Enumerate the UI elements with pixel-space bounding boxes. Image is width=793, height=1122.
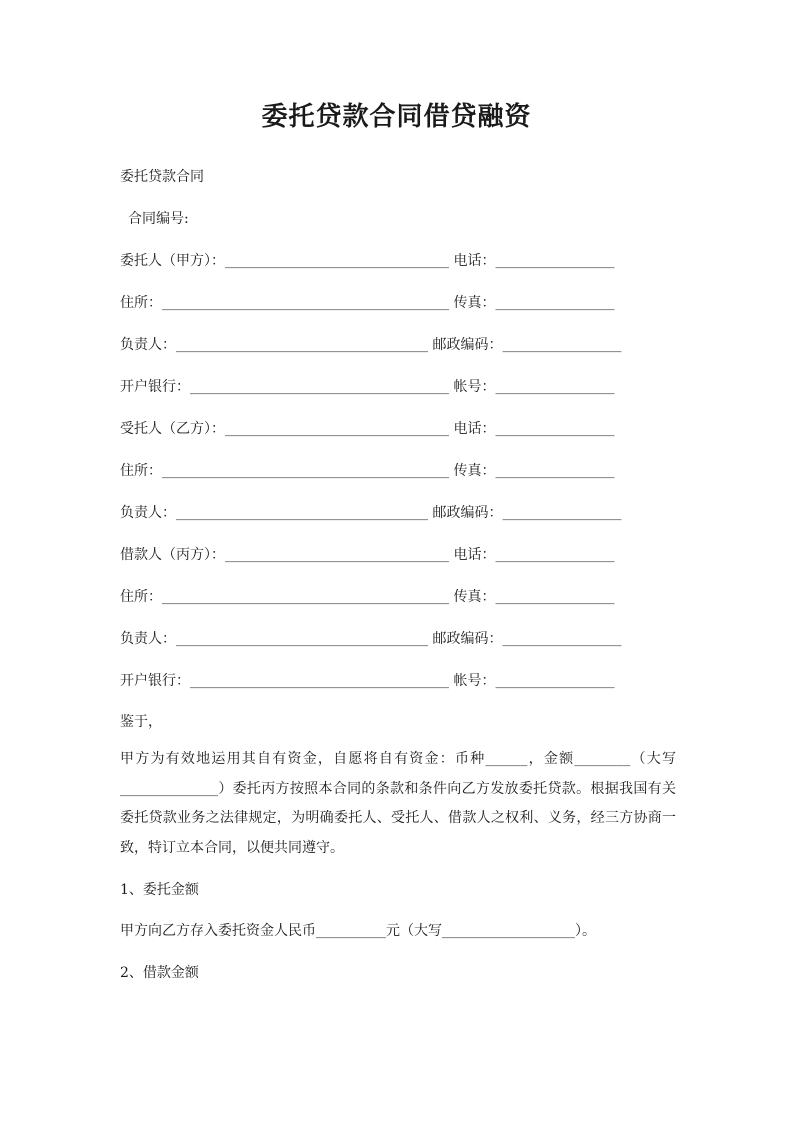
whereas-heading: 鉴于， <box>120 714 162 730</box>
field-right: 传真：_________________ <box>449 295 615 311</box>
field-left: 住所：_________________________________________ <box>120 463 449 479</box>
field-left: 负责人：____________________________________ <box>120 505 428 521</box>
field-left: 受托人（乙方）：________________________________ <box>120 421 449 437</box>
field-left: 住所：_________________________________________ <box>120 295 449 311</box>
field-line-bank-1 <box>120 377 614 397</box>
field-right: 邮政编码：_________________ <box>428 505 622 521</box>
field-line-principal <box>120 251 614 271</box>
field-right: 邮政编码：_________________ <box>428 631 622 647</box>
field-line-address-3 <box>120 587 614 607</box>
contract-number-label: 合同编号: <box>128 211 189 227</box>
field-right: 电话：_________________ <box>449 547 615 563</box>
field-right: 帐号：_________________ <box>449 379 615 395</box>
field-line-trustee <box>120 419 614 439</box>
field-left: 借款人（丙方）：________________________________ <box>120 547 449 563</box>
section-1-heading: 1、委托金额 <box>120 882 199 898</box>
field-right: 传真：_________________ <box>449 463 615 479</box>
subtitle: 委托贷款合同 <box>120 169 204 185</box>
document-title: 委托贷款合同借贷融资 <box>261 102 532 132</box>
field-left: 负责人：____________________________________ <box>120 631 428 647</box>
field-line-borrower <box>120 545 614 565</box>
field-line-responsible-3 <box>120 629 621 649</box>
field-left: 委托人（甲方）：________________________________ <box>120 253 449 269</box>
field-line-responsible-2 <box>120 503 621 523</box>
field-left: 住所：_________________________________________ <box>120 589 449 605</box>
field-line-bank-3 <box>120 671 614 691</box>
section-2-heading: 2、借款金额 <box>120 965 199 981</box>
section-1-text: 甲方向乙方存入委托资金人民币__________元（大写___________________）。 <box>120 923 596 939</box>
field-line-responsible-1 <box>120 335 621 355</box>
field-left: 开户银行：_____________________________________ <box>120 673 449 689</box>
field-right: 电话：_________________ <box>449 253 615 269</box>
field-line-address-2 <box>120 461 614 481</box>
field-right: 传真：_________________ <box>449 589 615 605</box>
field-right: 电话：_________________ <box>449 421 615 437</box>
field-left: 开户银行：_____________________________________ <box>120 379 449 395</box>
field-right: 邮政编码：_________________ <box>428 337 622 353</box>
intro-paragraph: 甲方为有效地运用其自有资金，自愿将自有资金：币种______，金额________（大写 ______________）委托丙方按照本合同的条款和条件向乙方发放委托贷款。根据我国有关委托贷款业务之法律规定，为明确委托人、受托人、借款人之权利、义务，经三方协商一致，特订立本合同，以便共同遵守。 <box>120 751 676 856</box>
field-line-address-1 <box>120 293 614 313</box>
field-left: 负责人：____________________________________ <box>120 337 428 353</box>
field-right: 帐号：_________________ <box>449 673 615 689</box>
